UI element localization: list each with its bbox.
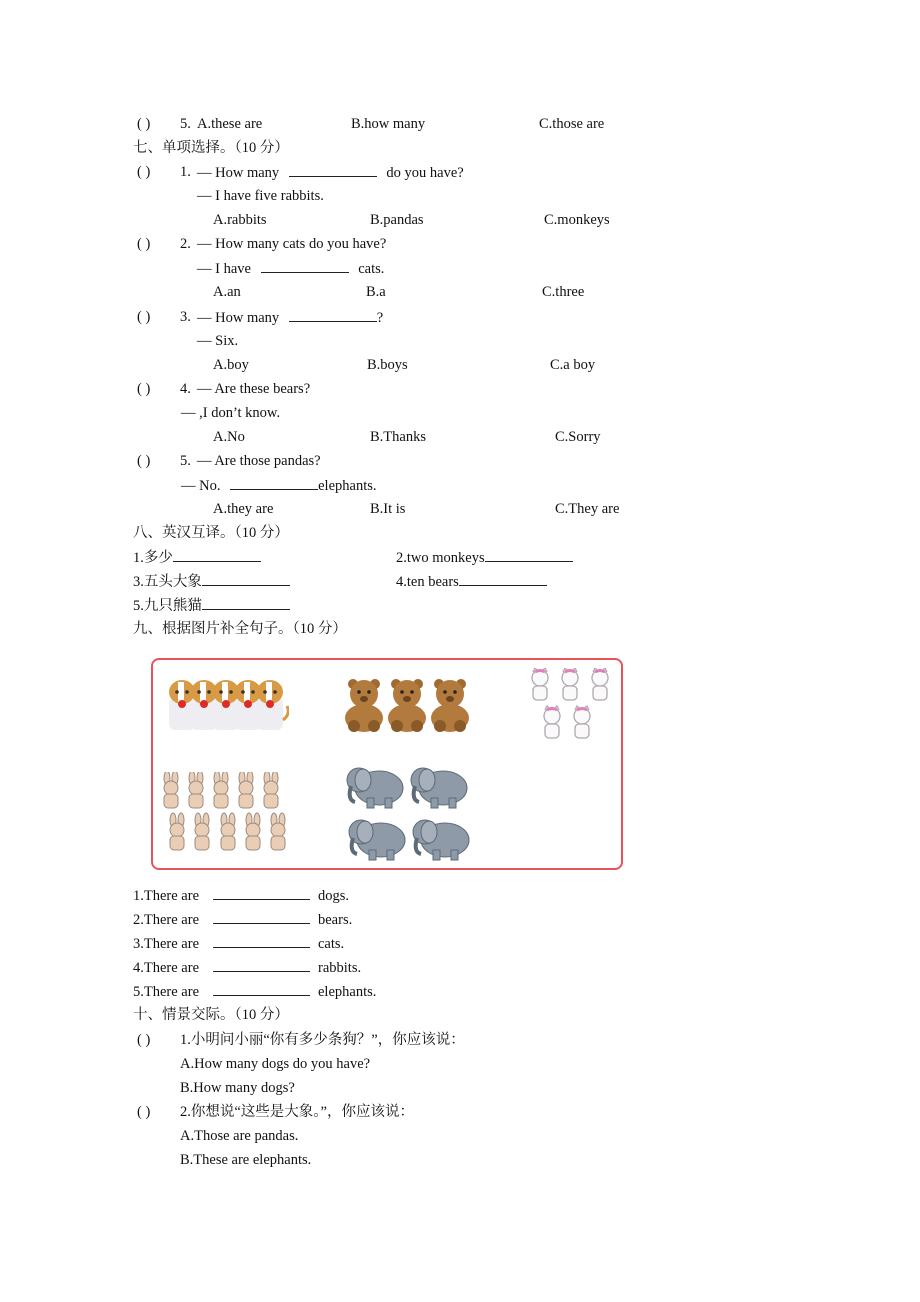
question-number: 5. [180,116,191,132]
option-c: C.Sorry [555,429,601,445]
answer-blank[interactable] [213,910,310,924]
sentence-prefix: 3.There are [133,936,200,952]
sentence-prefix: 5.There are [133,984,200,1000]
answer-line [181,476,377,494]
elephants-image [345,762,477,864]
option-c: C.monkeys [544,212,610,228]
section-title: 十、情景交际。（10 分） [133,1007,289,1023]
answer-paren[interactable]: ( ) [137,164,151,180]
question-prompt: 2.你想说“这些是大象。”，你应该说： [180,1104,414,1120]
translation-item [133,572,290,590]
answer-blank[interactable] [173,548,261,562]
sentence-row [133,910,352,928]
option-a: A.an [213,284,241,300]
translation-item [396,572,547,590]
question-number: 4. [180,381,191,397]
sentence-suffix: rabbits. [318,960,362,976]
item-text: 5.九只熊猫 [133,598,202,614]
answer-paren[interactable]: ( ) [137,309,151,325]
option-b: B.boys [367,357,408,373]
sentence-suffix: elephants. [318,984,377,1000]
option-b: B.how many [351,116,426,132]
answer-line: — I have five rabbits. [197,188,324,204]
answer-blank[interactable] [459,572,547,586]
section-title: 九、根据图片补全句子。（10 分） [133,621,347,637]
answer-line [197,259,384,277]
answer-text: — No. [181,478,221,494]
option-b: B.pandas [370,212,424,228]
option-b: B.Thanks [370,429,426,445]
answer-blank[interactable] [289,308,377,322]
answer-text: cats. [358,261,385,277]
question-text: — Are those pandas? [197,453,321,469]
option-a: A.How many dogs do you have? [180,1056,371,1072]
question-text: — How many cats do you have? [197,236,387,252]
sentence-suffix: dogs. [318,888,350,904]
sentence-row [133,958,361,976]
option-c: C.They are [555,501,620,517]
answer-line: — Six. [197,333,239,349]
sentence-prefix: 4.There are [133,960,200,976]
dogs-image [159,676,289,734]
sentence-prefix: 2.There are [133,912,200,928]
translation-item [396,548,573,566]
question-number: 1. [180,164,191,180]
sentence-suffix: bears. [318,912,353,928]
option-c: C.those are [539,116,605,132]
option-a: A.Those are pandas. [180,1128,299,1144]
translation-item [133,596,290,614]
answer-blank[interactable] [289,163,377,177]
option-a: A.rabbits [213,212,267,228]
answer-blank[interactable] [213,934,310,948]
answer-paren[interactable]: ( ) [137,236,151,252]
sentence-row [133,886,349,904]
picture-box [151,658,623,870]
question-text: — How many [197,165,280,181]
item-text: 1.多少 [133,550,173,566]
answer-blank[interactable] [213,886,310,900]
answer-paren[interactable]: ( ) [137,381,151,397]
question-text: ? [376,310,384,326]
option-b: B.a [366,284,386,300]
option-b: B.How many dogs? [180,1080,295,1096]
rabbits-image [159,772,295,856]
question-text: — Are these bears? [197,381,311,397]
answer-paren[interactable]: ( ) [137,453,151,469]
answer-paren[interactable]: ( ) [137,116,151,132]
answer-text: — I have [197,261,251,277]
answer-blank[interactable] [261,259,349,273]
question-prompt: 1.小明问小丽“你有多少条狗？”，你应该说： [180,1032,465,1048]
option-c: C.a boy [550,357,596,373]
section-title: 八、英汉互译。（10 分） [133,525,289,541]
answer-blank[interactable] [202,572,290,586]
answer-blank[interactable] [213,958,310,972]
item-text: 4.ten bears [396,574,459,590]
answer-blank[interactable] [202,596,290,610]
answer-blank[interactable] [230,476,318,490]
question-text: do you have? [386,165,464,181]
option-b: B.These are elephants. [180,1152,312,1168]
question-number: 2. [180,236,191,252]
question-line [197,163,464,181]
question-number: 5. [180,453,191,469]
answer-text: elephants. [318,478,377,494]
answer-line: — ,I don’t know. [181,405,281,421]
sentence-prefix: 1.There are [133,888,200,904]
answer-blank[interactable] [485,548,573,562]
section-title: 七、单项选择。（10 分） [133,140,289,156]
translation-item [133,548,261,566]
answer-paren[interactable]: ( ) [137,1104,151,1120]
cats-image [527,668,621,744]
question-number: 3. [180,309,191,325]
sentence-row [133,982,376,1000]
item-text: 2.two monkeys [396,550,485,566]
sentence-suffix: cats. [318,936,345,952]
option-c: C.three [542,284,585,300]
bears-image [343,678,473,734]
question-line [197,308,383,326]
option-a: A.No [213,429,245,445]
question-text: — How many [197,310,280,326]
option-b: B.It is [370,501,406,517]
item-text: 3.五头大象 [133,574,202,590]
option-a: A.these are [197,116,263,132]
sentence-row [133,934,344,952]
option-a: A.boy [213,357,249,373]
answer-blank[interactable] [213,982,310,996]
answer-paren[interactable]: ( ) [137,1032,151,1048]
option-a: A.they are [213,501,274,517]
